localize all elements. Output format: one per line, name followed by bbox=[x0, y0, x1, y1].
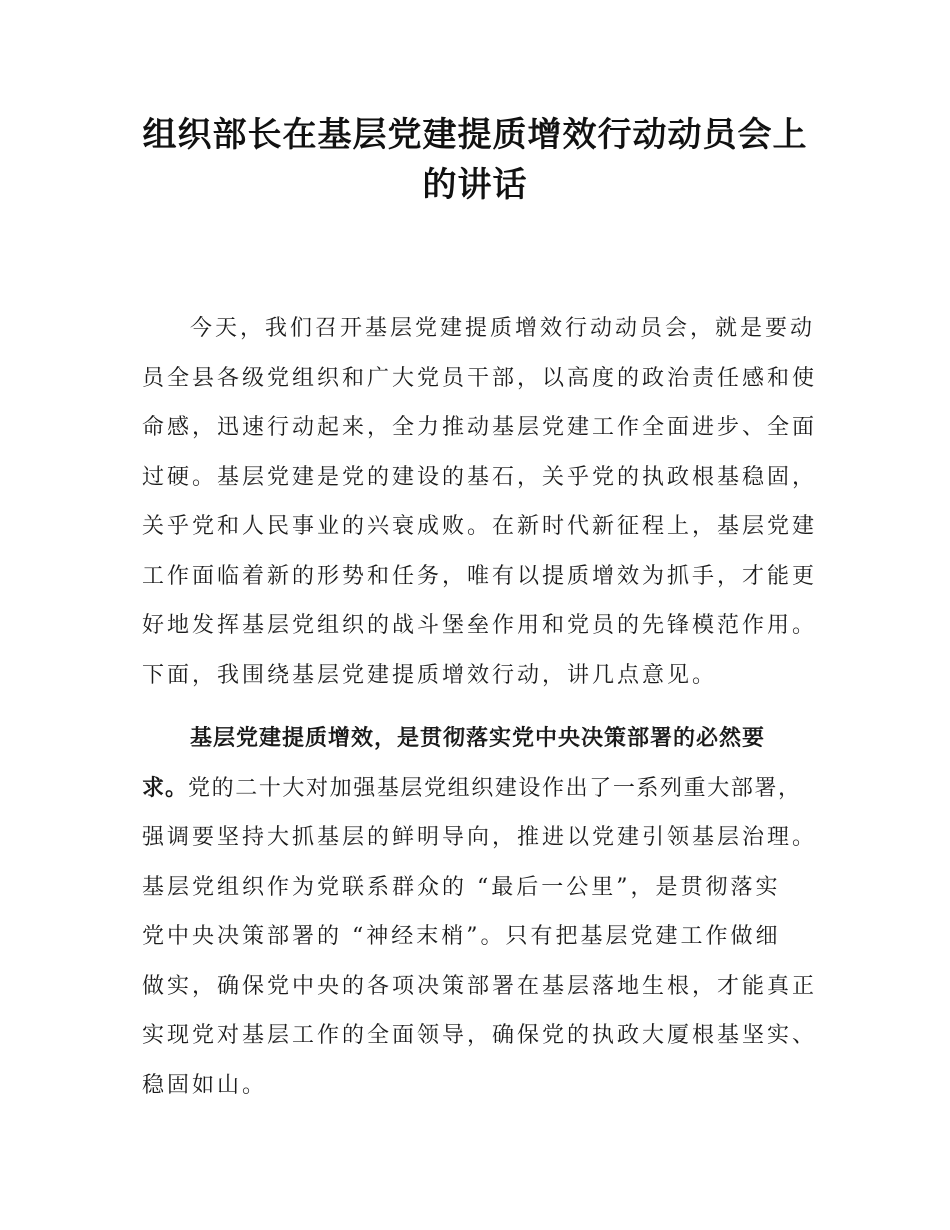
paragraph-section-1 bbox=[142, 714, 842, 1110]
paragraph-line: 今天，我们召开基层党建提质增效行动动员会，就是要动 bbox=[190, 316, 816, 341]
paragraph-line: 命感，迅速行动起来，全力推动基层党建工作全面进步、全面 bbox=[142, 415, 818, 440]
paragraph-line: 做实，确保党中央的各项决策部署在基层落地生根，才能真正 bbox=[142, 973, 818, 999]
document-body bbox=[142, 304, 842, 1110]
paragraph-line: 工作面临着新的形势和任务，唯有以提质增效为抓手，才能更 bbox=[142, 563, 818, 589]
paragraph-line: 稳固如山。 bbox=[142, 1072, 268, 1098]
paragraph-line: 员全县各级党组织和广大党员干部，以高度的政治责任感和使 bbox=[142, 365, 818, 391]
paragraph-line: 基层党组织作为党联系群众的 “最后一公里”，是贯彻落实 bbox=[142, 874, 781, 900]
paragraph-intro bbox=[142, 304, 842, 700]
document-title bbox=[120, 110, 830, 210]
paragraph-line bbox=[142, 764, 842, 814]
paragraph-line: 强调要坚持大抓基层的鲜明导向，推进以党建引领基层治理。 bbox=[142, 825, 818, 850]
section-heading-end: 求。 bbox=[142, 775, 189, 801]
paragraph-line-rest: 党的二十大对加强基层党组织建设作出了一系列重大部署， bbox=[188, 775, 802, 801]
paragraph-line: 下面，我围绕基层党建提质增效行动，讲几点意见。 bbox=[142, 662, 718, 688]
title-line-1: 组织部长在基层党建提质增效行动动员会上 bbox=[142, 115, 808, 155]
title-line-2: 的讲话 bbox=[422, 165, 528, 205]
paragraph-line: 党中央决策部署的 “神经末梢”。只有把基层党建工作做细 bbox=[142, 924, 781, 949]
section-heading-line: 基层党建提质增效，是贯彻落实党中央决策部署的必然要 bbox=[190, 726, 766, 751]
paragraph-line: 关乎党和人民事业的兴衰成败。在新时代新征程上，基层党建 bbox=[142, 514, 818, 539]
paragraph-line: 好地发挥基层党组织的战斗堡垒作用和党员的先锋模范作用。 bbox=[142, 613, 818, 638]
paragraph-line: 过硬。基层党建是党的建设的基石，关乎党的执政根基稳固， bbox=[142, 464, 818, 490]
paragraph-line: 实现党对基层工作的全面领导，确保党的执政大厦根基坚实、 bbox=[142, 1023, 818, 1048]
